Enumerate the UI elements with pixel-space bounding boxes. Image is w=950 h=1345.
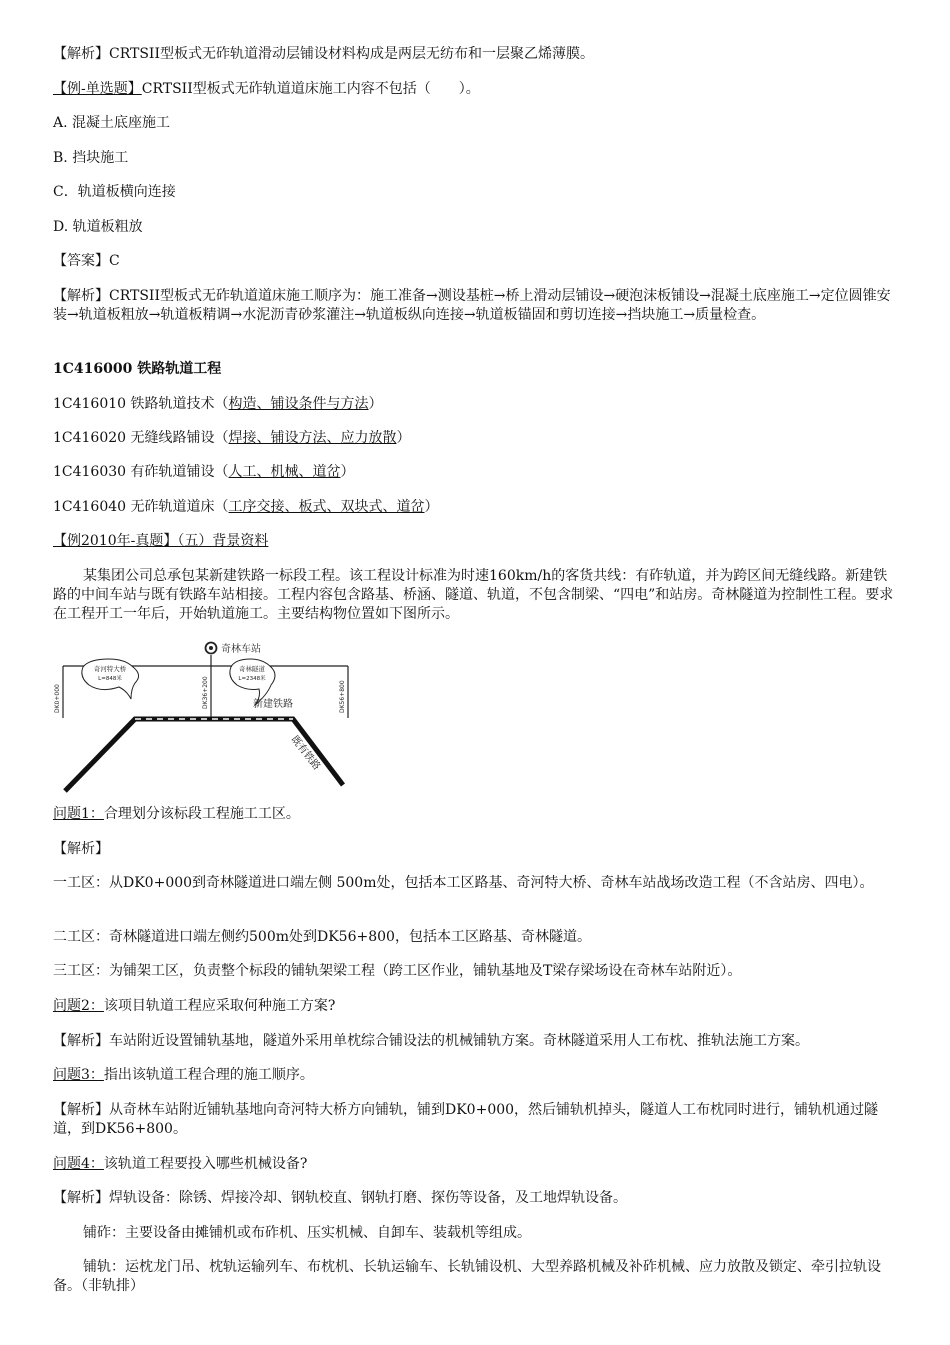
answer-2: 【解析】车站附近设置铺轨基地，隧道外采用单枕综合铺设法的机械铺轨方案。奇林隧道采用人工布枕、推轨法施工方案。 (53, 1033, 809, 1049)
chainage-dk0: DK0+000 (54, 684, 61, 713)
tunnel-name: 奇林隧道 (239, 665, 265, 673)
zone-1: 一工区：从DK0+000到奇林隧道进口端左侧 500m处，包括本工区路基、奇河特大桥、奇林车站战场改造工程（不含站房、四电）。 (53, 875, 874, 891)
sub-item-1c416030: 1C416030 有砟轨道铺设（人工、机械、道岔） (53, 464, 355, 480)
sub-item-1c416020: 1C416020 无缝线路铺设（焊接、铺设方法、应力放散） (53, 430, 411, 446)
sub-item-1c416010: 1C416010 铁路轨道技术（构造、铺设条件与方法） (53, 396, 383, 412)
rail-layout-diagram (53, 633, 353, 798)
question-4: 问题4：该轨道工程要投入哪些机械设备? (53, 1156, 308, 1172)
bridge-length: L=848米 (98, 676, 122, 682)
analysis-sliding-layer: 【解析】CRTSII型板式无砟轨道滑动层铺设材料构成是两层无纺布和一层聚乙烯薄膜。 (53, 46, 594, 62)
station-icon-dot (209, 646, 213, 650)
question-tag: 【例-单选题】 (53, 81, 142, 97)
option-d: D. 轨道板粗放 (53, 219, 143, 235)
existing-railway-label: 既有铁路 (288, 734, 322, 773)
track-laying-equipment: 铺轨：运枕龙门吊、枕轨运输列车、布枕机、长轨运输车、长轨铺设机、大型养路机械及补砟机械、应力放散及锁定、牵引拉轨设备。（非轨排） (53, 1259, 881, 1294)
case-background: 某集团公司总承包某新建铁路一标段工程。该工程设计标准为时速160km/h的客货共线：有砟轨道，并为跨区间无缝线路。新建铁路的中间车站与既有铁路车站相接。工程内容包含路基、桥涵、隧道、轨道，不包含制梁、“四电”和站房。奇林隧道为控制性工程。要求在工程开工一年后，开始轨道施工。主要结构物位置如下图所示。 (53, 568, 894, 622)
section-heading: 1C416000 铁路轨道工程 (53, 361, 222, 377)
case-title: 【例2010年-真题】（五）背景资料 (53, 533, 269, 549)
tunnel-length: L=2348米 (238, 676, 266, 682)
ballast-equipment: 铺砟：主要设备由摊铺机或布砟机、压实机械、自卸车、装载机等组成。 (83, 1225, 531, 1241)
question-3: 问题3：指出该轨道工程合理的施工顺序。 (53, 1067, 314, 1083)
chainage-dk56: DK56+800 (339, 680, 346, 713)
station-label: 奇林车站 (221, 644, 261, 655)
answer: 【答案】C (53, 253, 120, 269)
analysis-construction-sequence: 【解析】CRTSII型板式无砟轨道道床施工顺序为：施工准备→测设基桩→桥上滑动层铺设→硬泡沫板铺设→混凝土底座施工→定位圆锥安装→轨道板粗放→轨道板精调→水泥沥青砂浆灌注→轨道板纵向连接→轨道板锚固和剪切连接→挡块施工→质量检查。 (53, 288, 891, 323)
new-railway-label: 新建铁路 (253, 699, 293, 710)
question-single-choice: 【例-单选题】CRTSII型板式无砟轨道道床施工内容不包括（ ）。 (53, 81, 480, 97)
bridge-name: 奇河特大桥 (93, 665, 127, 673)
chainage-dk36: DK36+200 (202, 676, 209, 709)
option-b: B. 挡块施工 (53, 150, 129, 166)
option-a: A. 混凝土底座施工 (53, 115, 171, 131)
question-2: 问题2：该项目轨道工程应采取何种施工方案? (53, 998, 336, 1014)
analysis-tag: 【解析】 (53, 841, 109, 857)
zone-3: 三工区：为铺架工区，负责整个标段的铺轨架梁工程（跨工区作业，铺轨基地及T梁存梁场设在奇林车站附近）。 (53, 963, 742, 979)
zone-2: 二工区：奇林隧道进口端左侧约500m处到DK56+800，包括本工区路基、奇林隧道。 (53, 929, 591, 945)
sub-item-1c416040: 1C416040 无砟轨道道床（工序交接、板式、双块式、道岔） (53, 499, 439, 515)
answer-3: 【解析】从奇林车站附近铺轨基地向奇河特大桥方向铺轨，铺到DK0+000，然后铺轨机掉头，隧道人工布枕同时进行，铺轨机通过隧道，到DK56+800。 (53, 1102, 879, 1137)
question-1: 问题1：合理划分该标段工程施工工区。 (53, 806, 300, 822)
option-c: C．轨道板横向连接 (53, 184, 176, 200)
answer-4: 【解析】焊轨设备：除锈、焊接冷却、钢轨校直、钢轨打磨、探伤等设备，及工地焊轨设备。 (53, 1190, 627, 1206)
